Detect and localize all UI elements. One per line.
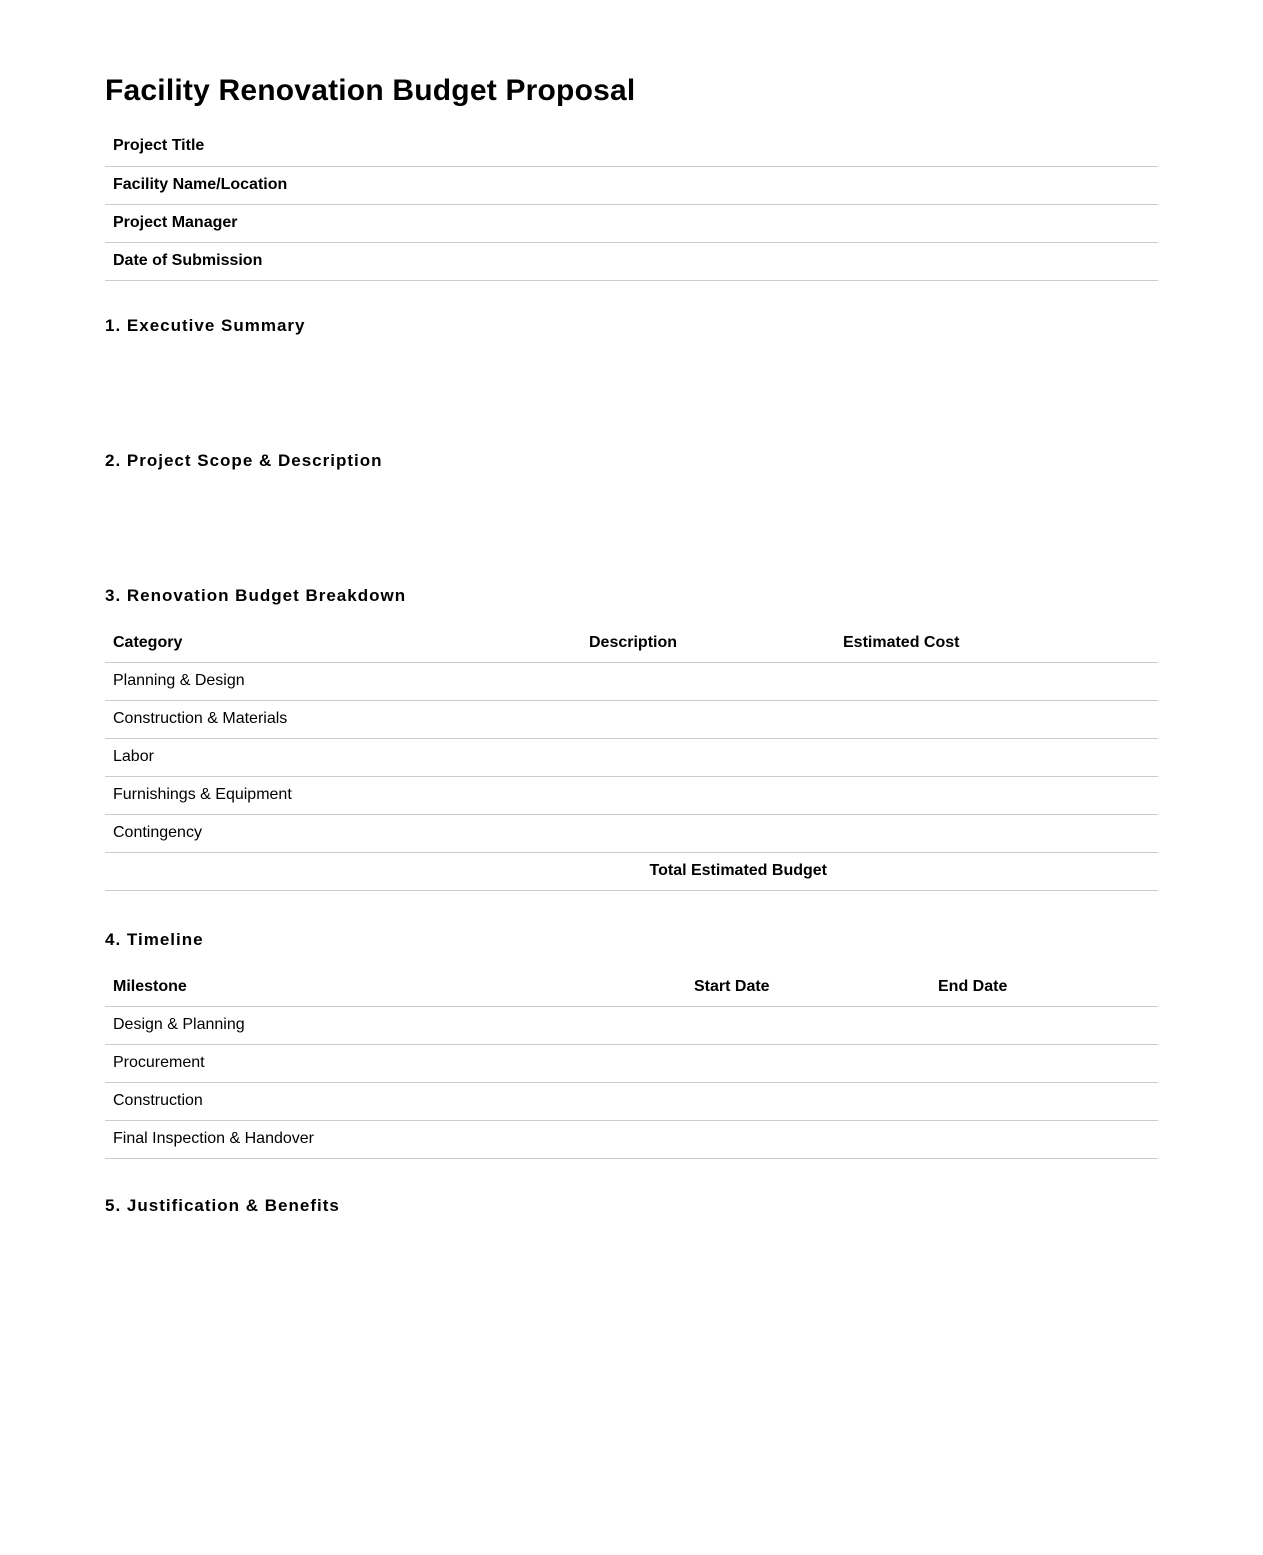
start-date-cell[interactable]: [686, 1044, 930, 1082]
section-heading-budget-breakdown: 3. Renovation Budget Breakdown: [105, 586, 407, 605]
total-value-cell[interactable]: [835, 852, 1158, 890]
info-label: Date of Submission: [105, 242, 1076, 280]
info-value-field[interactable]: [1076, 204, 1158, 242]
info-row-project-title: [105, 127, 1158, 166]
info-label: Project Title: [105, 127, 1076, 166]
column-header-estimated-cost: Estimated Cost: [835, 624, 1158, 662]
column-header-end-date: End Date: [930, 968, 1158, 1006]
info-row-facility: [105, 166, 1158, 204]
info-value-field[interactable]: [1076, 127, 1158, 166]
section-heading-timeline: 4. Timeline: [105, 930, 204, 949]
table-header-row: [105, 968, 1158, 1006]
column-header-category: Category: [105, 624, 581, 662]
timeline-table: [105, 968, 1158, 1159]
cost-cell[interactable]: [835, 814, 1158, 852]
justification-body[interactable]: [105, 1225, 1158, 1525]
description-cell[interactable]: [581, 814, 835, 852]
table-row: [105, 1006, 1158, 1044]
end-date-cell[interactable]: [930, 1044, 1158, 1082]
start-date-cell[interactable]: [686, 1082, 930, 1120]
info-row-date: [105, 242, 1158, 280]
table-row: [105, 1082, 1158, 1120]
table-row: [105, 1120, 1158, 1158]
document-title: Facility Renovation Budget Proposal: [105, 74, 636, 107]
budget-table: [105, 624, 1158, 891]
table-header-row: [105, 624, 1158, 662]
table-row: [105, 814, 1158, 852]
description-cell[interactable]: [581, 700, 835, 738]
category-cell: Furnishings & Equipment: [105, 776, 581, 814]
end-date-cell[interactable]: [930, 1082, 1158, 1120]
start-date-cell[interactable]: [686, 1120, 930, 1158]
cost-cell[interactable]: [835, 700, 1158, 738]
cost-cell[interactable]: [835, 662, 1158, 700]
total-label: Total Estimated Budget: [105, 852, 835, 890]
executive-summary-body[interactable]: [105, 345, 1158, 440]
milestone-cell: Procurement: [105, 1044, 686, 1082]
description-cell[interactable]: [581, 738, 835, 776]
cost-cell[interactable]: [835, 776, 1158, 814]
section-heading-project-scope: 2. Project Scope & Description: [105, 451, 383, 470]
milestone-cell: Design & Planning: [105, 1006, 686, 1044]
description-cell[interactable]: [581, 776, 835, 814]
column-header-start-date: Start Date: [686, 968, 930, 1006]
info-value-field[interactable]: [1076, 166, 1158, 204]
table-row: [105, 738, 1158, 776]
table-row: [105, 776, 1158, 814]
table-row: [105, 1044, 1158, 1082]
section-heading-justification: 5. Justification & Benefits: [105, 1196, 340, 1215]
project-info-table: [105, 127, 1158, 281]
milestone-cell: Final Inspection & Handover: [105, 1120, 686, 1158]
project-scope-body[interactable]: [105, 480, 1158, 575]
cost-cell[interactable]: [835, 738, 1158, 776]
end-date-cell[interactable]: [930, 1006, 1158, 1044]
category-cell: Contingency: [105, 814, 581, 852]
category-cell: Planning & Design: [105, 662, 581, 700]
milestone-cell: Construction: [105, 1082, 686, 1120]
info-label: Project Manager: [105, 204, 1076, 242]
section-heading-executive-summary: 1. Executive Summary: [105, 316, 306, 335]
info-value-field[interactable]: [1076, 242, 1158, 280]
info-row-project-manager: [105, 204, 1158, 242]
table-row: [105, 700, 1158, 738]
column-header-milestone: Milestone: [105, 968, 686, 1006]
table-row: [105, 662, 1158, 700]
description-cell[interactable]: [581, 662, 835, 700]
category-cell: Construction & Materials: [105, 700, 581, 738]
info-label: Facility Name/Location: [105, 166, 1076, 204]
total-row: [105, 852, 1158, 890]
column-header-description: Description: [581, 624, 835, 662]
end-date-cell[interactable]: [930, 1120, 1158, 1158]
category-cell: Labor: [105, 738, 581, 776]
start-date-cell[interactable]: [686, 1006, 930, 1044]
